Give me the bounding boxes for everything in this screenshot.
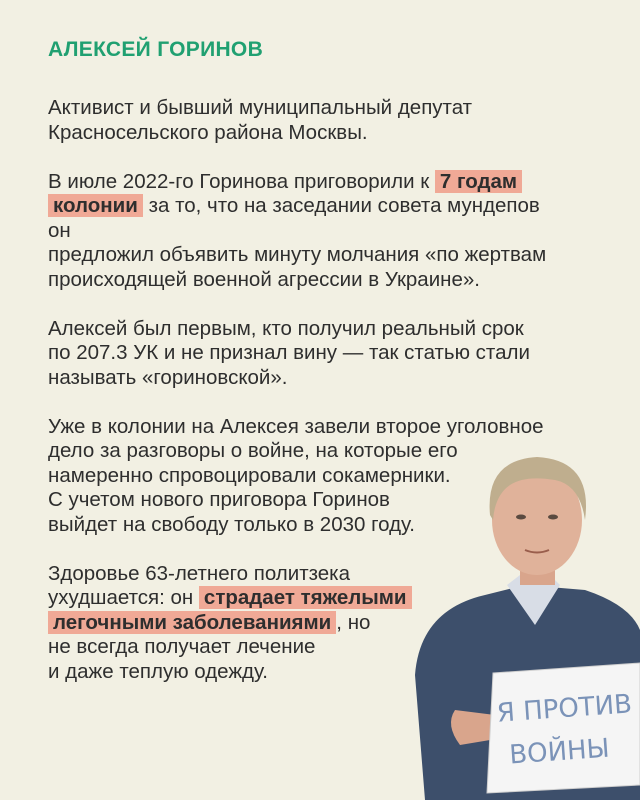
text-line: происходящей военной агрессии в Украине». bbox=[48, 267, 480, 291]
text-line: не всегда получает лечение bbox=[48, 635, 316, 658]
text-line: Здоровье 63-летнего политзека bbox=[48, 561, 351, 585]
text-line: выйдет на свободу только в 2030 году. bbox=[48, 512, 415, 536]
paragraph-intro bbox=[48, 96, 568, 145]
text-line: Алексей был первым, кто получил реальный срок bbox=[48, 316, 524, 340]
text-line: дело за разговоры о войне, на которые его bbox=[48, 439, 458, 462]
highlight-sentence-term: 7 годам bbox=[435, 170, 522, 193]
text-line: намеренно спровоцировали сокамерники. bbox=[48, 463, 451, 487]
text-line: Красносельского района Москвы. bbox=[48, 120, 368, 144]
paragraph-second-case bbox=[48, 415, 568, 538]
text-line: Активист и бывший муниципальный депутат bbox=[48, 96, 473, 119]
sign-text-line2: ВОЙНЫ bbox=[508, 733, 611, 771]
highlight-sentence-term: колонии bbox=[48, 194, 143, 217]
paragraph-sentence bbox=[48, 170, 568, 293]
article-body bbox=[48, 96, 568, 709]
highlight-health: страдает тяжелыми bbox=[199, 586, 412, 609]
text-line: и даже теплую одежду. bbox=[48, 659, 268, 683]
text-line: предложил объявить минуту молчания «по жертвам bbox=[48, 243, 547, 266]
text-line: ухудшается: он bbox=[48, 586, 199, 609]
text-line: по 207.3 УК и не признал вину — так статью стали bbox=[48, 341, 530, 364]
text-line: В июле 2022-го Горинова приговорили к bbox=[48, 169, 435, 193]
page-title: АЛЕКСЕЙ ГОРИНОВ bbox=[48, 38, 264, 61]
paragraph-first-sentence bbox=[48, 317, 568, 391]
hand-shape bbox=[451, 710, 495, 745]
sign-text-line1: Я ПРОТИВ bbox=[495, 689, 633, 729]
text-line: С учетом нового приговора Горинов bbox=[48, 488, 390, 511]
text-line: за то, что на заседании совета мундепов он bbox=[48, 194, 540, 242]
text-line: называть «гориновской». bbox=[48, 365, 288, 389]
text-line: Уже в колонии на Алексея завели второе уголовное bbox=[48, 414, 544, 438]
highlight-health: легочными заболеваниями bbox=[48, 611, 336, 634]
text-line: , но bbox=[336, 610, 371, 634]
paragraph-health bbox=[48, 562, 568, 685]
